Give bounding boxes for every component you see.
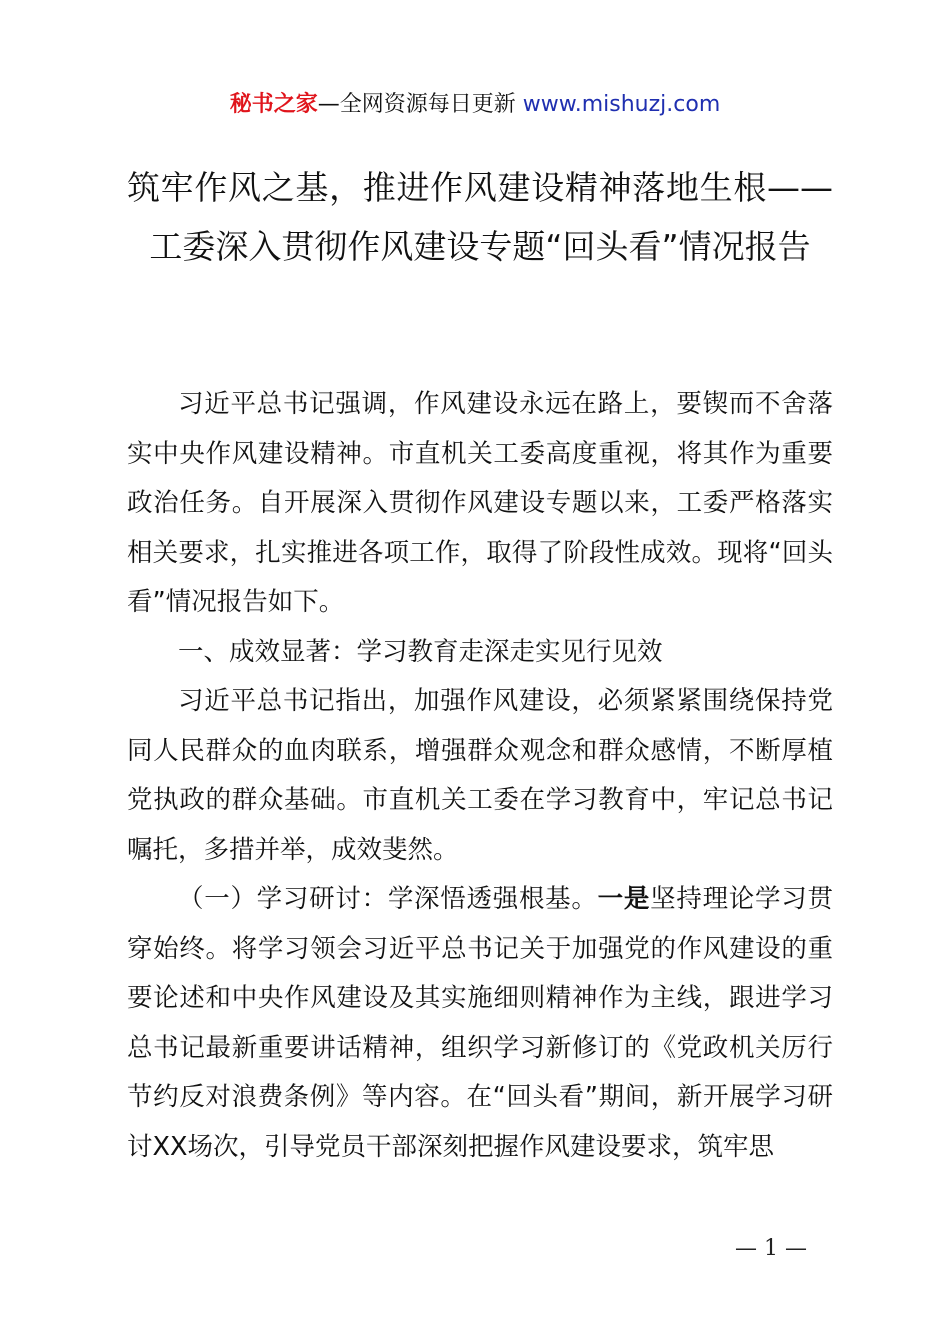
section-heading-1: 一、成效显著：学习教育走深走实见行见效 (178, 636, 663, 667)
subsection-1-paragraph (127, 875, 833, 1172)
point-one-text: 坚持理论学习贯穿始终。将学习领会习近平总书记关于加强党的作风建设的重要论述和中央作风建设及其实施细则精神作为主线，跟进学习总书记最新重要讲话精神，组织学习新修订的《党政机关厉行节约反对浪费条例》等内容。在“回头看”期间，新开展学习研讨XX场次，引导党员干部深刻把握作风建设要求，筑牢思 (127, 884, 833, 1162)
site-header (0, 88, 950, 122)
brand-name: 秘书之家 (229, 92, 318, 117)
point-one-lead: 一是 (597, 884, 651, 914)
section-1-paragraph: 习近平总书记指出，加强作风建设，必须紧紧围绕保持党同人民群众的血肉联系，增强群众观念和群众感情，不断厚植党执政的群众基础。市直机关工委在学习教育中，牢记总书记嘱托，多措并举，成效斐然。 (127, 686, 833, 865)
page-number: — 1 — (735, 1236, 807, 1261)
site-url-link[interactable]: www.mishuzj.com (522, 92, 721, 117)
intro-paragraph: 习近平总书记强调，作风建设永远在路上，要锲而不舍落实中央作风建设精神。市直机关工委高度重视，将其作为重要政治任务。自开展深入贯彻作风建设专题以来，工委严格落实相关要求，扎实推进各项工作，取得了阶段性成效。现将“回头看”情况报告如下。 (127, 389, 833, 617)
subsection-1-title: （一）学习研讨：学深悟透强根基。 (178, 884, 598, 914)
document-title: 筑牢作风之基，推进作风建设精神落地生根——工委深入贯彻作风建设专题“回头看”情况报告 (127, 168, 833, 266)
document-body (127, 380, 833, 1172)
header-tagline: —全网资源每日更新 (317, 92, 523, 117)
